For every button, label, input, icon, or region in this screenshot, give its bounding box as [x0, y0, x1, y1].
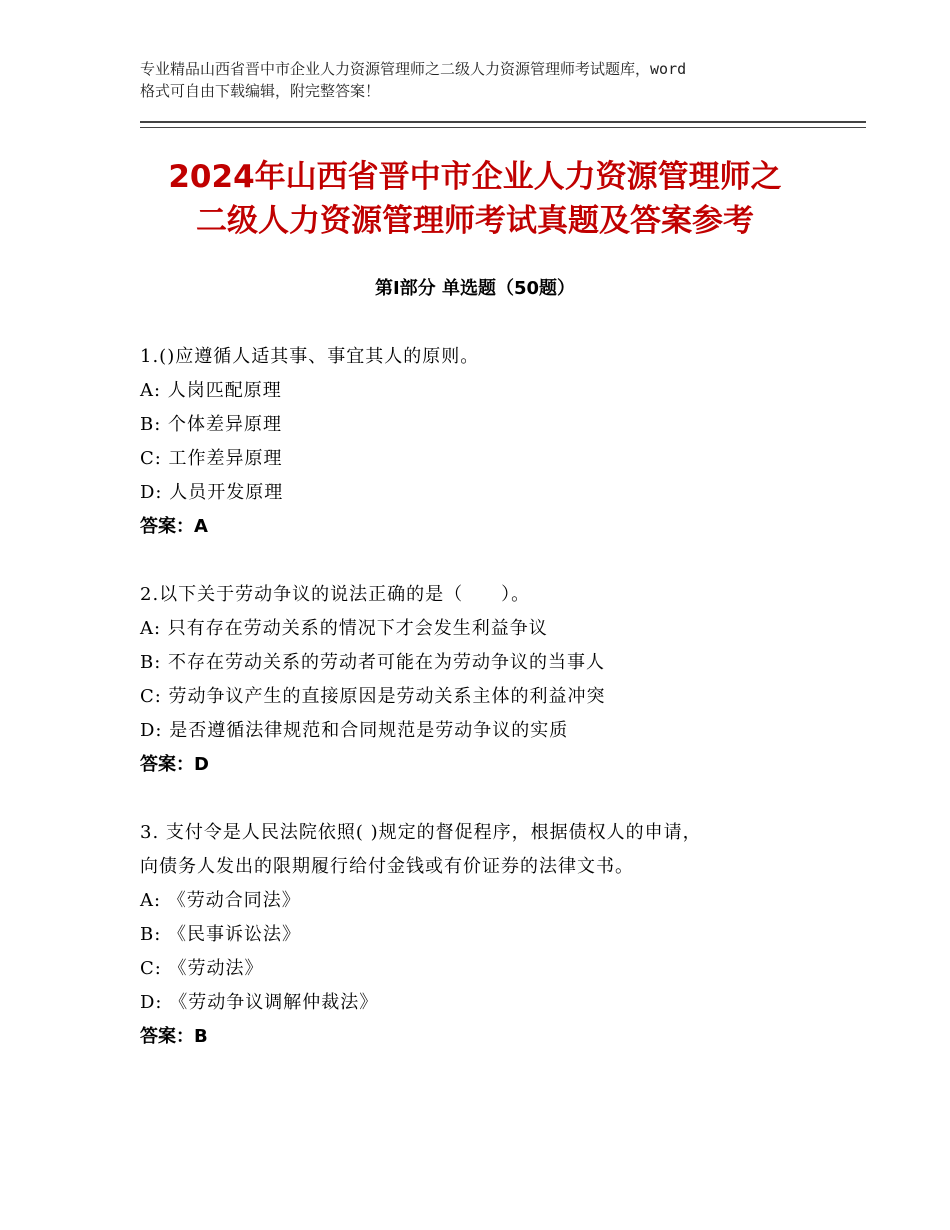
option-d: D: 人员开发原理	[140, 482, 284, 503]
question-list	[140, 340, 850, 1088]
option-b: B: 《民事诉讼法》	[140, 924, 302, 945]
question-3	[140, 816, 850, 1054]
answer: 答案：B	[140, 1026, 208, 1047]
answer: 答案：A	[140, 516, 208, 537]
question-2	[140, 578, 850, 782]
question-1	[140, 340, 850, 544]
option-c: C: 工作差异原理	[140, 448, 283, 469]
option-a: A: 只有存在劳动关系的情况下才会发生利益争议	[140, 618, 548, 639]
document-title-line-2: 二级人力资源管理师考试真题及答案参考	[196, 203, 754, 239]
option-d: D: 《劳动争议调解仲裁法》	[140, 992, 379, 1013]
question-stem: 2.以下关于劳动争议的说法正确的是（ ）。	[140, 584, 531, 605]
option-c: C: 劳动争议产生的直接原因是劳动关系主体的利益冲突	[140, 686, 606, 707]
header-note-line-1: 专业精品山西省晋中市企业人力资源管理师之二级人力资源管理师考试题库，word	[140, 60, 687, 78]
document-title	[100, 155, 850, 243]
option-b: B: 个体差异原理	[140, 414, 283, 435]
option-b: B: 不存在劳动关系的劳动者可能在为劳动争议的当事人	[140, 652, 606, 673]
option-c: C: 《劳动法》	[140, 958, 264, 979]
header-note-line-2: 格式可自由下载编辑，附完整答案！	[140, 82, 381, 100]
question-stem-line-2: 向债务人发出的限期履行给付金钱或有价证券的法律文书。	[140, 856, 634, 877]
question-stem-line-1: 3. 支付令是人民法院依照( )规定的督促程序，根据债权人的申请，	[140, 822, 702, 843]
document-title-line-1: 2024年山西省晋中市企业人力资源管理师之	[168, 159, 782, 195]
answer: 答案：D	[140, 754, 209, 775]
option-d: D: 是否遵循法律规范和合同规范是劳动争议的实质	[140, 720, 569, 741]
option-a: A: 《劳动合同法》	[140, 890, 301, 911]
option-a: A: 人岗匹配原理	[140, 380, 282, 401]
section-heading: 第Ⅰ部分 单选题（50题）	[374, 278, 575, 299]
header-divider	[140, 121, 866, 128]
header-note	[140, 58, 840, 102]
question-stem: 1.()应遵循人适其事、事宜其人的原则。	[140, 346, 480, 367]
